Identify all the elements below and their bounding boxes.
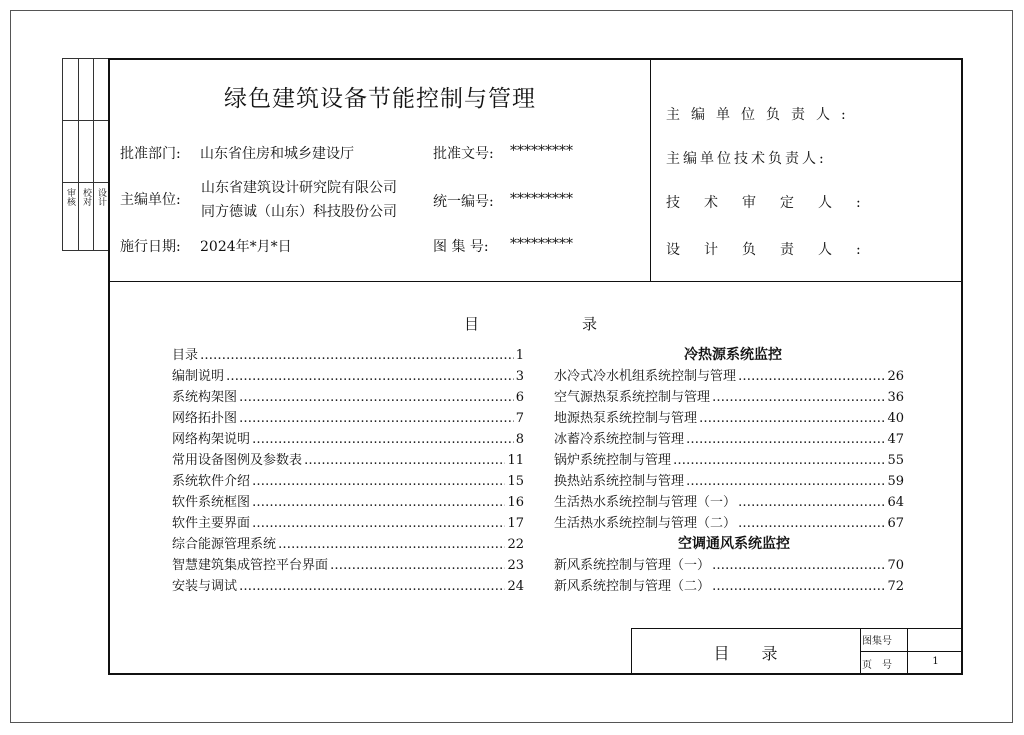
toc-entry-leader [278,537,505,552]
toc-entry [172,554,524,575]
toc-entry-label: 安装与调试 [172,579,238,594]
toc-entry-label: 网络拓扑图 [172,411,238,426]
atlas-no-label: 图 集 号: [433,239,489,255]
toc-entry-label: 水冷式冷水机组系统控制与管理 [554,369,737,384]
toc-entry-page: 70 [887,558,904,573]
toc-entry [172,449,524,470]
toc-entry-label: 软件系统框图 [172,495,251,510]
toc-entry-page: 59 [887,474,904,489]
toc-entry-leader [304,453,505,468]
toc-heading-left: 目 [464,315,480,333]
toc-entry-leader [712,390,885,405]
toc-entry [554,554,904,575]
toc-entry [172,575,524,596]
toc-entry-leader [239,411,514,426]
toc-entry-label: 网络构架说明 [172,432,251,447]
toc-entry [172,386,524,407]
title-block-top [631,628,963,629]
toc-entry [172,365,524,386]
toc-entry-page: 3 [515,369,524,384]
toc-entry-leader [200,348,514,363]
toc-left-column [172,344,524,596]
toc-entry [172,344,524,365]
toc-entry-page: 40 [887,411,904,426]
toc-entry-label: 智慧建筑集成管控平台界面 [172,558,329,573]
toc-entry-page: 23 [507,558,524,573]
toc-entry-label: 常用设备图例及参数表 [172,453,303,468]
toc-entry-leader [699,411,885,426]
toc-entry-page: 8 [515,432,524,447]
toc-entry-page: 67 [887,516,904,531]
side-strip-divider [78,58,79,251]
toc-entry-leader [226,369,514,384]
toc-entry-label: 软件主要界面 [172,516,251,531]
side-strip-label: 校对 [81,188,91,206]
toc-entry-label: 系统软件介绍 [172,474,251,489]
unified-no-value: ********* [510,191,573,207]
toc-entry-label: 新风系统控制与管理（一） [554,558,711,573]
toc-entry-page: 22 [507,537,524,552]
toc-entry-label: 空气源热泵系统控制与管理 [554,390,711,405]
toc-entry [172,470,524,491]
toc-entry [554,386,904,407]
toc-entry [172,491,524,512]
toc-entry-page: 36 [887,390,904,405]
chief-unit-label: 主编单位: [120,192,181,208]
toc-entry-page: 72 [887,579,904,594]
toc-entry-label: 生活热水系统控制与管理（一） [554,495,737,510]
toc-entry [554,449,904,470]
approval-dept-value: 山东省住房和城乡建设厅 [200,146,354,162]
unified-no-label: 统一编号: [433,194,494,210]
toc-entry [172,428,524,449]
toc-entry-leader [252,495,505,510]
toc-entry-page: 55 [887,453,904,468]
toc-entry-page: 11 [507,453,524,468]
title-block-name: 目 录 [713,644,778,663]
approval-no-label: 批准文号: [433,146,494,162]
signatory-technical-head: 主编单位技术负责人: [666,151,827,167]
toc-entry-leader [712,558,885,573]
approval-dept-label: 批准部门: [120,146,181,162]
toc-entry-label: 冰蓄冷系统控制与管理 [554,432,685,447]
toc-entry-label: 系统构架图 [172,390,238,405]
signatory-technical-reviewer: 技术审定人: [666,195,885,211]
header-vertical-divider [650,58,651,281]
toc-entry-leader [738,495,885,510]
document-title: 绿色建筑设备节能控制与管理 [224,86,536,112]
toc-section-heading: 冷热源系统监控 [684,347,782,363]
toc-entry [554,365,904,386]
toc-entry-page: 1 [515,348,524,363]
header-divider [108,281,963,282]
toc-entry-page: 15 [507,474,524,489]
title-block-page-value: 1 [932,656,939,667]
toc-section-heading: 空调通风系统监控 [678,536,790,552]
toc-entry-leader [738,516,885,531]
toc-entry-label: 地源热泵系统控制与管理 [554,411,698,426]
toc-entry-leader [686,432,885,447]
toc-entry [554,512,904,533]
toc-entry-page: 24 [507,579,524,594]
toc-entry-page: 6 [515,390,524,405]
title-block-atlas-label: 图集号 [862,636,892,647]
chief-unit-value-1: 山东省建筑设计研究院有限公司 [201,180,397,196]
atlas-no-value: ********* [510,236,573,252]
toc-entry [554,428,904,449]
toc-entry [172,512,524,533]
toc-entry-label: 编制说明 [172,369,225,384]
toc-entry [554,491,904,512]
side-strip-label: 设计 [96,188,106,206]
toc-entry-leader [252,432,514,447]
toc-entry-leader [673,453,885,468]
toc-entry [172,407,524,428]
toc-right-column [554,344,904,596]
toc-entry [554,470,904,491]
effective-date-value: 2024年*月*日 [200,239,292,255]
title-block-page-label: 页 号 [862,660,892,671]
toc-entry-page: 7 [515,411,524,426]
toc-entry-leader [712,579,885,594]
approval-no-value: ********* [510,143,573,159]
side-strip [62,58,108,251]
toc-entry-leader [239,579,505,594]
toc-entry-label: 锅炉系统控制与管理 [554,453,672,468]
toc-entry-label: 新风系统控制与管理（二） [554,579,711,594]
toc-entry-label: 换热站系统控制与管理 [554,474,685,489]
toc-entry [172,533,524,554]
toc-entry-label: 生活热水系统控制与管理（二） [554,516,737,531]
toc-entry-leader [252,516,505,531]
toc-entry-page: 64 [887,495,904,510]
toc-entry-leader [239,390,514,405]
side-strip-divider [62,120,108,121]
toc-entry-leader [686,474,885,489]
side-strip-divider [62,182,108,183]
title-block-divider [860,651,963,652]
side-strip-label: 审核 [65,188,75,206]
toc-entry [554,575,904,596]
signatory-chief-unit-head: 主编单位负责人: [666,107,857,123]
side-strip-divider [93,58,94,251]
toc-entry-page: 47 [887,432,904,447]
toc-entry-page: 16 [507,495,524,510]
toc-entry [554,407,904,428]
chief-unit-value-2: 同方德诚（山东）科技股份公司 [201,204,397,220]
toc-entry-leader [738,369,885,384]
toc-entry-label: 目录 [172,348,199,363]
signatory-design-head: 设计负责人: [666,242,885,258]
toc-entry-leader [252,474,505,489]
toc-entry-label: 综合能源管理系统 [172,537,277,552]
toc-entry-leader [330,558,505,573]
toc-entry-page: 17 [507,516,524,531]
effective-date-label: 施行日期: [120,239,181,255]
toc-heading-right: 录 [582,315,598,333]
toc-entry-page: 26 [887,369,904,384]
